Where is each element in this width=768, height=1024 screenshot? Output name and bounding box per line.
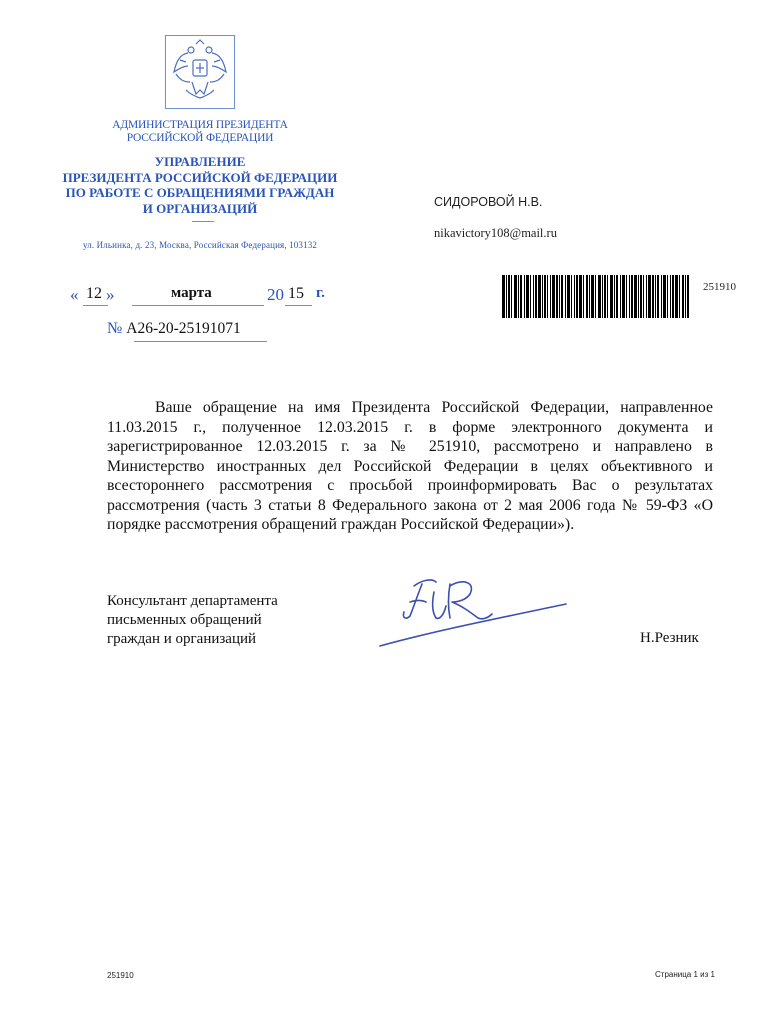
barcode-bar (675, 275, 678, 318)
day-underline (83, 305, 108, 306)
barcode-bar (657, 275, 659, 318)
date-close-quote: » (106, 285, 115, 304)
barcode-bar (643, 275, 644, 318)
letter-body (107, 398, 713, 535)
barcode-bar (679, 275, 680, 318)
signatory-title-line-3: граждан и организаций (107, 631, 257, 647)
barcode-bar (616, 275, 618, 318)
signatory-title-line-1: Консультант департамента (107, 593, 278, 609)
emblem-frame (165, 35, 235, 109)
barcode-bar (518, 275, 519, 318)
date-year-suffix: г. (316, 285, 325, 301)
barcode-bar (672, 275, 674, 318)
barcode-bar (591, 275, 594, 318)
reference-number (107, 320, 241, 342)
date-century: 20 (267, 285, 284, 304)
barcode-bar (614, 275, 615, 318)
barcode-bar (670, 275, 671, 318)
barcode-bar (556, 275, 558, 318)
barcode-bar (626, 275, 627, 318)
barcode-bar (506, 275, 507, 318)
barcode-bar (661, 275, 662, 318)
barcode-bar (547, 275, 548, 318)
footer-document-id: 251910 (107, 971, 134, 980)
barcode-bar (610, 275, 613, 318)
barcode-bar (655, 275, 656, 318)
barcode-bar (631, 275, 633, 318)
barcode-bar (567, 275, 570, 318)
barcode-bar (652, 275, 654, 318)
barcode-bar (583, 275, 584, 318)
barcode-bar (640, 275, 642, 318)
date-open-quote: « (70, 285, 79, 304)
reference-number-value: А26-20-25191071 (126, 320, 241, 337)
barcode-bar (571, 275, 572, 318)
barcode-bar (589, 275, 590, 318)
administration-line-1: АДМИНИСТРАЦИЯ ПРЕЗИДЕНТА (112, 119, 288, 131)
month-underline (132, 305, 264, 306)
barcode-bar (520, 275, 522, 318)
year-underline (285, 305, 312, 306)
department-line-3: ПО РАБОТЕ С ОБРАЩЕНИЯМИ ГРАЖДАН (65, 185, 335, 200)
barcode-bar (663, 275, 666, 318)
header-divider (192, 221, 214, 222)
signatory-title (107, 592, 278, 649)
barcode-bar (586, 275, 588, 318)
barcode-number: 251910 (703, 281, 736, 293)
barcode-bar (530, 275, 531, 318)
footer-page-number: Страница 1 из 1 (655, 970, 715, 979)
department-line-1: УПРАВЛЕНИЕ (154, 154, 246, 169)
barcode-bar (579, 275, 582, 318)
department-line-4: И ОРГАНИЗАЦИЙ (142, 200, 258, 216)
barcode-bar (667, 275, 668, 318)
barcode-bar (598, 275, 601, 318)
barcode-bar (514, 275, 517, 318)
barcode-bar (604, 275, 606, 318)
reference-underline (134, 341, 267, 342)
barcode-bar (620, 275, 621, 318)
barcode-bar (622, 275, 625, 318)
barcode-bar (552, 275, 555, 318)
barcode-bar (602, 275, 603, 318)
department-address: ул. Ильинка, д. 23, Москва, Российская Федерация, 103132 (82, 240, 318, 250)
barcode-bar (687, 275, 689, 318)
date-month: марта (171, 285, 212, 301)
barcode-bar (607, 275, 608, 318)
barcode-bar (685, 275, 686, 318)
double-headed-eagle-icon (166, 36, 234, 108)
recipient-email: nikavictory108@mail.ru (434, 226, 557, 240)
barcode-bar (565, 275, 566, 318)
administration-line-2: РОССИЙСКОЙ ФЕДЕРАЦИИ (126, 132, 274, 144)
signatory-title-line-2: письменных обращений (107, 612, 262, 628)
barcode-bar (648, 275, 651, 318)
barcode-bar (533, 275, 534, 318)
barcode-bar (535, 275, 537, 318)
barcode-bar (524, 275, 525, 318)
barcode-bar (595, 275, 596, 318)
barcode-bar (550, 275, 551, 318)
letter-paragraph: Ваше обращение на имя Президента Российской Федерации, направленное 11.03.2015 г., полученное 12.03.2015 г. в форме электронного документа и зарегистрированное 12.03.2015 г. за № 251910, рассмотрено и направлено в Министерство иностранных дел Российской Федерации в целях объективного и всестороннего рассмотрения с просьбой проинформировать Вас о результатах рассмотрения (часть 3 статьи 8 Федерального закона от 2 мая 2006 года № 59-ФЗ «О порядке рассмотрения обращений граждан Российской Федерации»). (107, 399, 713, 533)
barcode-bar (646, 275, 647, 318)
barcode-bar (576, 275, 578, 318)
date-day: 12 (86, 285, 102, 302)
barcode-bar (629, 275, 630, 318)
date-year: 15 (288, 285, 304, 302)
barcode-bar (508, 275, 510, 318)
barcode-bar (638, 275, 639, 318)
barcode-bar (511, 275, 512, 318)
barcode-bar (542, 275, 543, 318)
barcode-bar (526, 275, 529, 318)
signatory-name: Н.Резник (640, 630, 699, 646)
barcode-bar (561, 275, 563, 318)
department-header (55, 154, 345, 216)
recipient-name: СИДОРОВОЙ Н.В. (434, 195, 543, 209)
barcode-bar (559, 275, 560, 318)
barcode-bar (544, 275, 546, 318)
barcode-bar (502, 275, 505, 318)
reference-number-sign: № (107, 320, 123, 337)
barcode-bar (634, 275, 637, 318)
handwritten-signature (370, 572, 580, 652)
barcode-bar (682, 275, 684, 318)
barcode-bar (574, 275, 575, 318)
administration-header (60, 119, 340, 145)
department-line-2: ПРЕЗИДЕНТА РОССИЙСКОЙ ФЕДЕРАЦИИ (62, 169, 338, 185)
barcode (502, 275, 689, 318)
barcode-bar (538, 275, 541, 318)
